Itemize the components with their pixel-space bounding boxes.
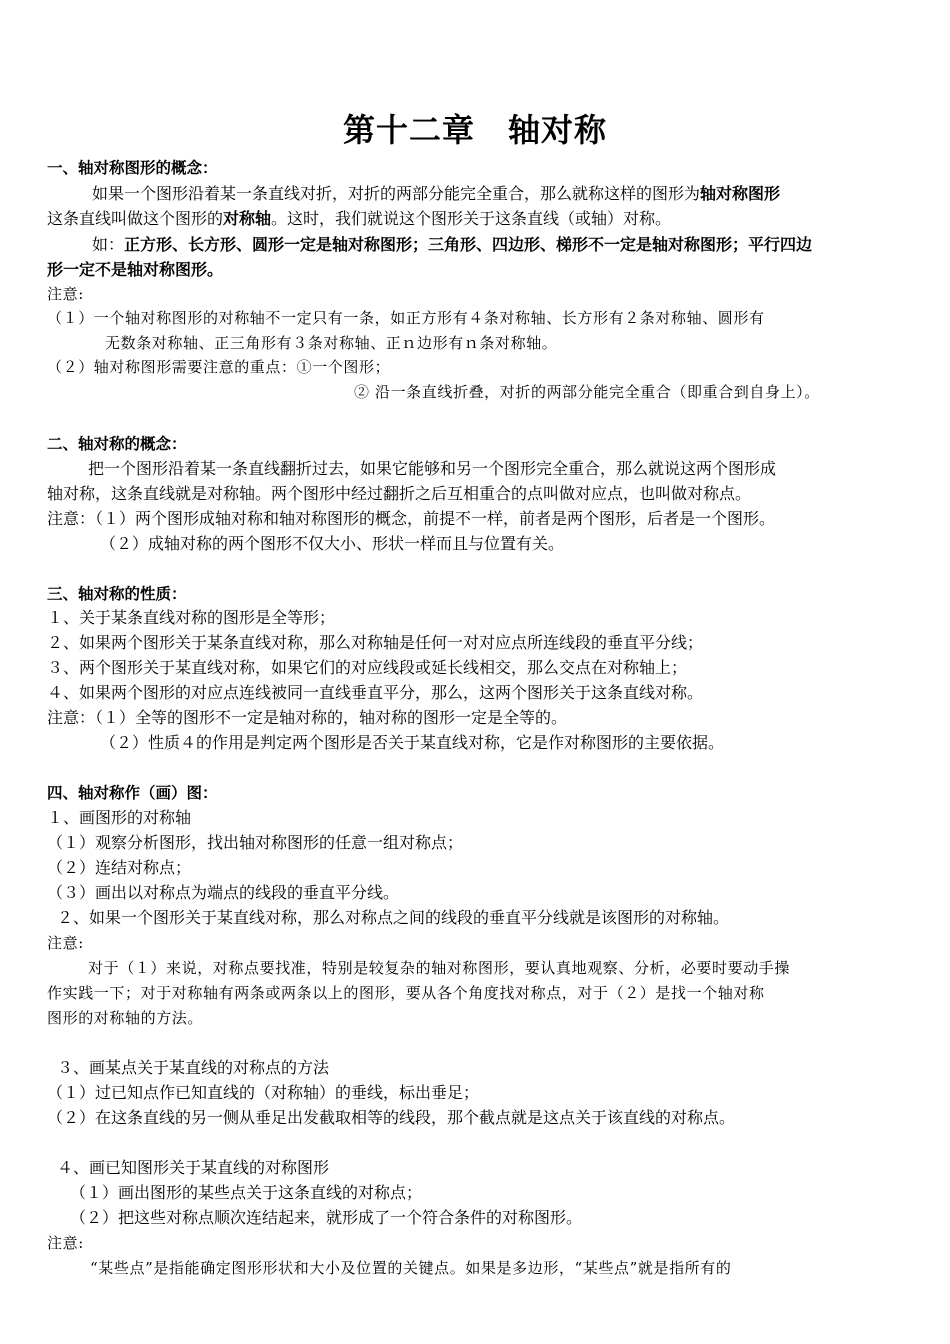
s4-item-3: ３、画某点关于某直线的对称点的方法 xyxy=(57,1058,330,1077)
s3-note-1: 注意：（１）全等的图形不一定是轴对称的，轴对称的图形一定是全等的。 xyxy=(47,708,568,727)
s1-example-lead: 如： xyxy=(92,235,125,254)
s1-p2-text-c: 。这时，我们就说这个图形关于这条直线（或轴）对称。 xyxy=(271,209,672,228)
s1-paragraph-line-2 xyxy=(47,207,671,231)
section-4-heading: 四、轴对称作（画）图： xyxy=(47,784,218,802)
s2-paragraph-line-2: 轴对称，这条直线就是对称轴。两个图形中经过翻折之后互相重合的点叫做对应点，也叫做对称点。 xyxy=(47,484,752,503)
s4-item-2: ２、如果一个图形关于某直线对称，那么对称点之间的线段的垂直平分线就是该图形的对称轴。 xyxy=(57,908,730,927)
s4-item-1-step-1: （１）观察分析图形，找出轴对称图形的任意一组对称点； xyxy=(47,833,464,852)
s3-property-2: ２、如果两个图形关于某条直线对称，那么对称轴是任何一对对应点所连线段的垂直平分线； xyxy=(47,633,704,652)
section-2-heading: 二、轴对称的概念： xyxy=(47,435,187,453)
s1-p2-text-a: 这条直线叫做这个图形的 xyxy=(47,209,224,228)
s4-note-2-label: 注意: xyxy=(47,1234,84,1252)
section-3-heading: 三、轴对称的性质： xyxy=(47,585,187,603)
s2-note-1: 注意：（１）两个图形成轴对称和轴对称图形的概念，前提不一样，前者是两个图形，后者是一个图形。 xyxy=(47,509,776,528)
s4-note-line-2: 作实践一下；对于对称轴有两条或两条以上的图形，要从各个角度找对称点，对于（２）是找一个轴对称 xyxy=(47,984,765,1002)
chapter-title: 第十二章 轴对称 xyxy=(342,111,607,149)
s4-note-line-3: 图形的对称轴的方法。 xyxy=(47,1009,204,1027)
s4-item-3-step-1: （１）过已知点作已知直线的（对称轴）的垂线，标出垂足； xyxy=(47,1083,480,1102)
s4-note-2-line-1: “某些点”是指能确定图形形状和大小及位置的关键点。如果是多边形，“某些点”就是指所有的 xyxy=(90,1259,732,1277)
s4-item-4-step-2: （２）把这些对称点顺次连结起来，就形成了一个符合条件的对称图形。 xyxy=(70,1208,583,1227)
s2-note-2: （２）成轴对称的两个图形不仅大小、形状一样而且与位置有关。 xyxy=(100,534,565,553)
s3-property-4: ４、如果两个图形的对应点连线被同一直线垂直平分，那么，这两个图形关于这条直线对称。 xyxy=(47,683,704,702)
s1-example-line-1 xyxy=(92,233,812,257)
s3-property-3: ３、两个图形关于某直线对称，如果它们的对应线段或延长线相交，那么交点在对称轴上； xyxy=(47,658,688,677)
s1-term-axis-figure: 轴对称图形 xyxy=(700,184,781,203)
s4-item-4: ４、画已知图形关于某直线的对称图形 xyxy=(57,1158,330,1177)
s4-item-3-step-2: （２）在这条直线的另一侧从垂足出发截取相等的线段，那个截点就是这点关于该直线的对称点。 xyxy=(47,1108,736,1127)
s4-note-label: 注意: xyxy=(47,934,84,952)
s4-item-1-step-2: （２）连结对称点； xyxy=(47,858,192,877)
section-1-heading: 一、轴对称图形的概念： xyxy=(47,159,218,177)
s1-term-axis: 对称轴 xyxy=(223,209,272,228)
s3-note-2: （２）性质４的作用是判定两个图形是否关于某直线对称，它是作对称图形的主要依据。 xyxy=(100,733,725,752)
s4-item-1-step-3: （３）画出以对称点为端点的线段的垂直平分线。 xyxy=(47,883,400,902)
s4-note-line-1: 对于（１）来说，对称点要找准，特别是较复杂的轴对称图形，要认真地观察、分析，必要时要动手操 xyxy=(88,959,791,977)
s1-example-text-1: 正方形、长方形、圆形一定是轴对称图形；三角形、四边形、梯形不一定是轴对称图形；平行四边 xyxy=(124,235,813,254)
s1-example-line-2: 形一定不是轴对称图形。 xyxy=(47,260,224,279)
s2-paragraph-line-1: 把一个图形沿着某一条直线翻折过去，如果它能够和另一个图形完全重合，那么就说这两个图形成 xyxy=(88,459,777,478)
s1-note-1-line-1: （１）一个轴对称图形的对称轴不一定只有一条，如正方形有４条对称轴、长方形有２条对称轴、圆形有 xyxy=(47,309,765,327)
s4-item-4-step-1: （１）画出图形的某些点关于这条直线的对称点； xyxy=(70,1183,423,1202)
s1-note-label: 注意: xyxy=(47,285,84,303)
s1-note-2-line-2: ② 沿一条直线折叠，对折的两部分能完全重合（即重合到自身上）。 xyxy=(354,383,820,401)
s1-note-1-line-2: 无数条对称轴、正三角形有３条对称轴、正ｎ边形有ｎ条对称轴。 xyxy=(105,334,558,352)
s1-paragraph-line-1 xyxy=(92,182,780,206)
s1-p1-text: 如果一个图形沿着某一条直线对折，对折的两部分能完全重合，那么就称这样的图形为 xyxy=(92,184,701,203)
s4-item-1: １、画图形的对称轴 xyxy=(47,808,192,827)
s1-note-2-line-1: （２）轴对称图形需要注意的重点：①一个图形； xyxy=(47,358,391,376)
s3-property-1: １、关于某条直线对称的图形是全等形； xyxy=(47,608,336,627)
